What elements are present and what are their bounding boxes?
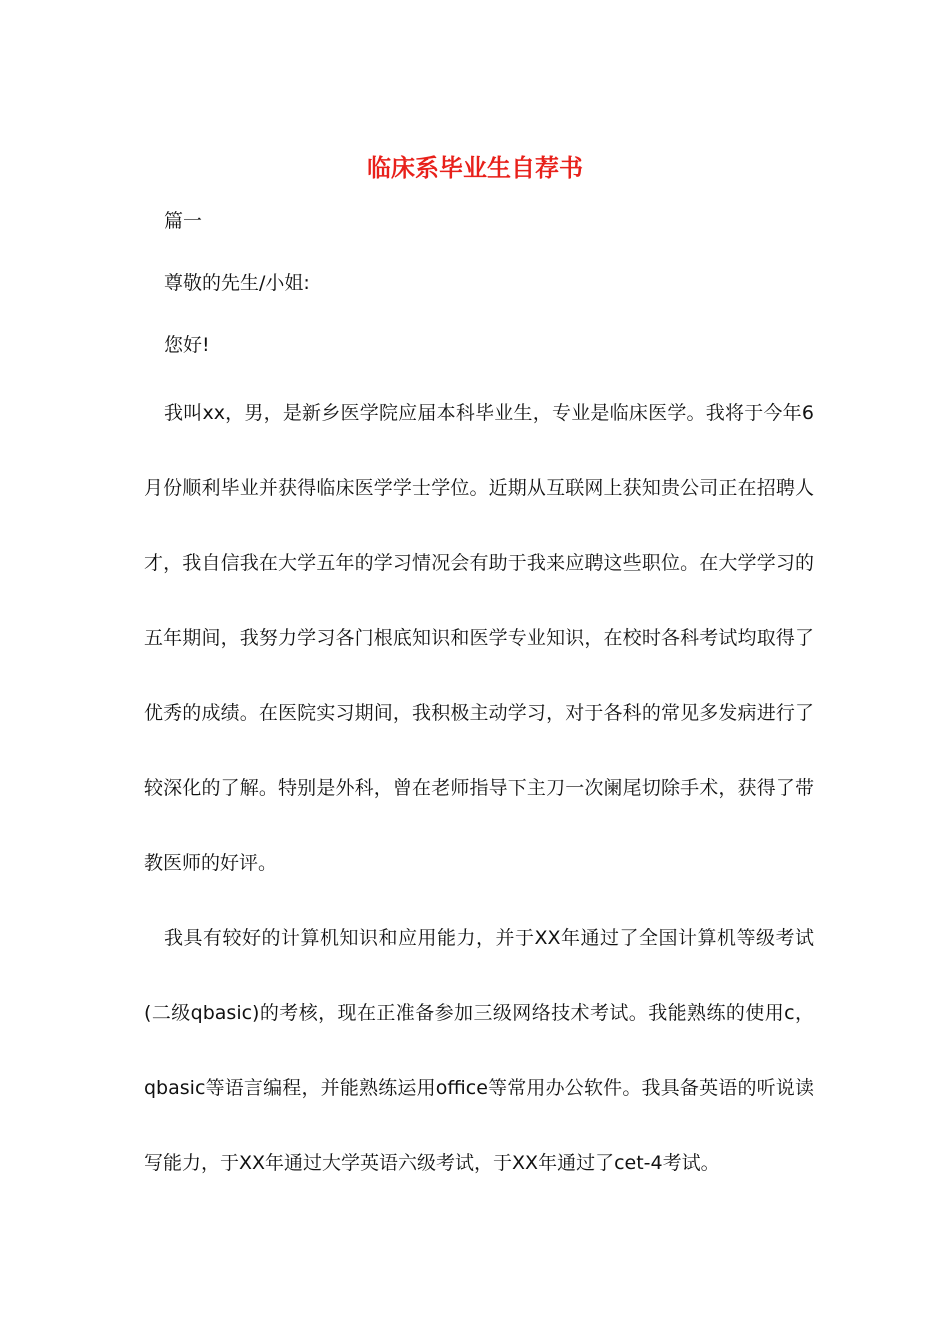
paragraph-skills: 我具有较好的计算机知识和应用能力，并于XX年通过了全国计算机等级考试(二级qbasic)的考核，现在正准备参加三级网络技术考试。我能熟练的使用c，qbasic等语言编程，并能熟练运用office等常用办公软件。我具备英语的听说读写能力，于XX年通过大学英语六级考试，于XX年通过了cet-4考试。 (144, 927, 814, 1174)
greeting: 您好! (164, 334, 210, 356)
section-label: 篇一 (164, 210, 203, 232)
document-body (144, 190, 814, 1201)
document-title: 临床系毕业生自荐书 (367, 154, 583, 182)
salutation: 尊敬的先生/小姐: (164, 272, 310, 294)
paragraph-intro: 我叫xx，男，是新乡医学院应届本科毕业生，专业是临床医学。我将于今年6月份顺利毕业并获得临床医学学士学位。近期从互联网上获知贵公司正在招聘人才，我自信我在大学五年的学习情况会有助于我来应聘这些职位。在大学学习的五年期间，我努力学习各门根底知识和医学专业知识，在校时各科考试均取得了优秀的成绩。在医院实习期间，我积极主动学习，对于各科的常见多发病进行了较深化的了解。特别是外科，曾在老师指导下主刀一次阑尾切除手术，获得了带教医师的好评。 (144, 402, 814, 874)
